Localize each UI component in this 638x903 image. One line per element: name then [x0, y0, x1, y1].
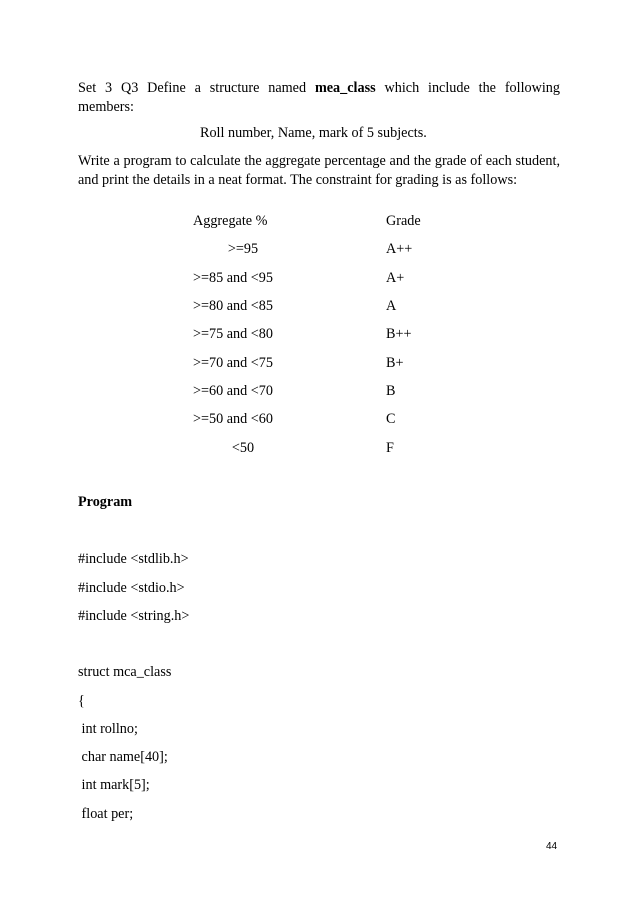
grading-row: >=70 and <75 B+	[193, 355, 404, 371]
code-line: #include <stdio.h>	[78, 580, 185, 596]
grading-row: >=50 and <60 C	[193, 411, 396, 427]
aggregate-header: Aggregate %	[193, 213, 268, 229]
code-line: float per;	[78, 806, 134, 822]
code-line: #include <string.h>	[78, 608, 190, 624]
code-line: char name[40];	[78, 749, 168, 765]
grading-row: >=80 and <85 A	[193, 298, 397, 314]
code-line: {	[78, 693, 85, 709]
question-prefix: Set 3 Q3 Define a structure named	[78, 80, 315, 96]
grading-row: >=85 and <95 A+	[193, 270, 405, 286]
struct-name: mea_class	[314, 80, 376, 96]
program-heading: Program	[78, 494, 133, 510]
question-suffix: which include the following members:	[78, 80, 560, 115]
grading-row: >=60 and <70 B	[193, 383, 396, 399]
members-line: Roll number, Name, mark of 5 subjects.	[200, 125, 427, 141]
code-line: #include <stdlib.h>	[78, 551, 189, 567]
instructions-paragraph: Write a program to calculate the aggregate percentage and the grade of each student, and print the details in a neat format. The constraint for grading is as follows:	[78, 153, 560, 188]
code-line: int mark[5];	[78, 777, 150, 793]
grading-row: >=75 and <80 B++	[193, 326, 412, 342]
code-line: int rollno;	[78, 721, 138, 737]
grading-row: >=95 A++	[227, 241, 413, 257]
grading-row: <50 F	[231, 440, 394, 456]
code-line: struct mca_class	[78, 664, 172, 680]
grade-header: Grade	[386, 213, 421, 229]
question-statement	[78, 79, 560, 117]
grading-table-header	[0, 213, 638, 233]
page-number: 44	[546, 841, 558, 852]
